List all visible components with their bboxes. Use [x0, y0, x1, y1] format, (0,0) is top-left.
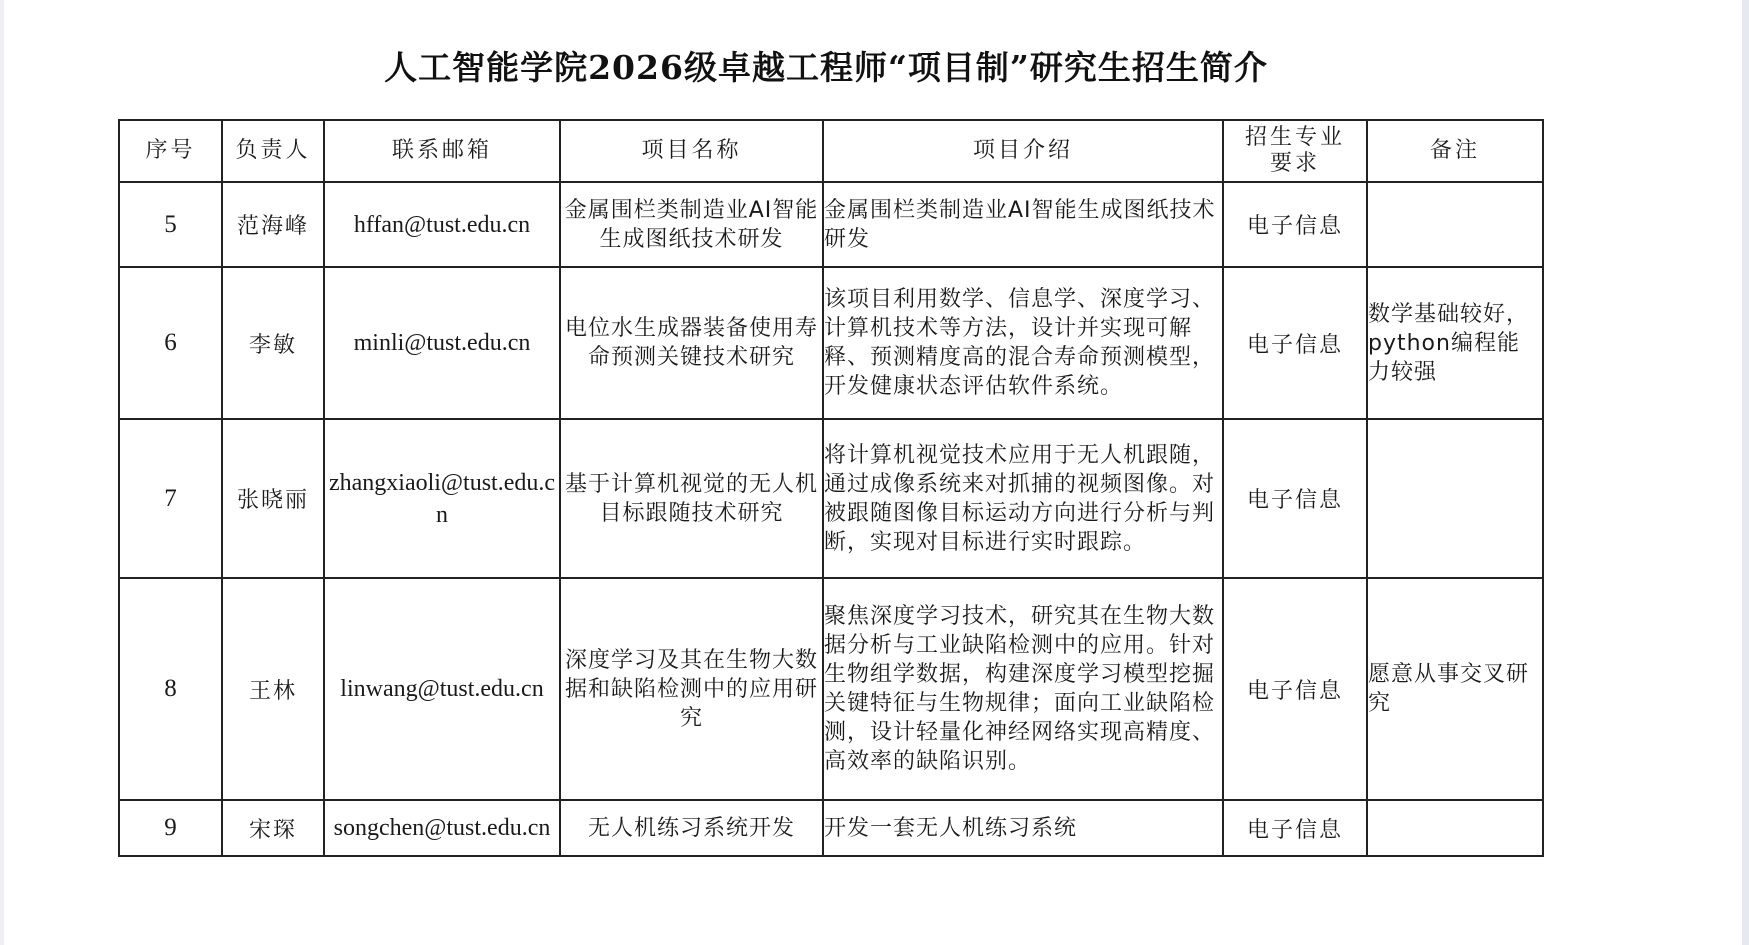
document-title: 人工智能学院2026级卓越工程师“项目制”研究生招生简介	[384, 48, 1268, 87]
cell-email: songchen@tust.edu.cn	[324, 800, 560, 856]
cell-major: 电子信息	[1223, 182, 1367, 267]
cell-index: 9	[119, 800, 222, 856]
cell-leader: 宋琛	[222, 800, 324, 856]
cell-project-name: 电位水生成器装备使用寿命预测关键技术研究	[560, 267, 823, 419]
header-email: 联系邮箱	[324, 120, 560, 182]
header-project-intro: 项目介绍	[823, 120, 1223, 182]
header-remarks: 备注	[1367, 120, 1543, 182]
header-leader: 负责人	[222, 120, 324, 182]
cell-remarks: 数学基础较好，python编程能力较强	[1367, 267, 1543, 419]
cell-index: 6	[119, 267, 222, 419]
header-major-line1: 招生专业	[1244, 125, 1345, 150]
page-left-edge	[0, 0, 4, 945]
page-right-edge	[1742, 0, 1749, 945]
cell-email: minli@tust.edu.cn	[324, 267, 560, 419]
cell-project-intro: 开发一套无人机练习系统	[823, 800, 1223, 856]
cell-leader: 李敏	[222, 267, 324, 419]
cell-project-name: 金属围栏类制造业AI智能生成图纸技术研发	[560, 182, 823, 267]
header-major-line2: 要求	[1269, 151, 1320, 176]
cell-email: linwang@tust.edu.cn	[324, 578, 560, 800]
table-header-row	[119, 120, 1543, 182]
cell-project-intro: 金属围栏类制造业AI智能生成图纸技术研发	[823, 182, 1223, 267]
cell-index: 8	[119, 578, 222, 800]
cell-index: 7	[119, 419, 222, 578]
project-table	[118, 119, 1544, 857]
cell-index: 5	[119, 182, 222, 267]
table-row	[119, 419, 1543, 578]
cell-project-intro: 该项目利用数学、信息学、深度学习、计算机技术等方法，设计并实现可解释、预测精度高的混合寿命预测模型，开发健康状态评估软件系统。	[823, 267, 1223, 419]
cell-project-intro: 将计算机视觉技术应用于无人机跟随，通过成像系统来对抓捕的视频图像。对被跟随图像目标运动方向进行分析与判断，实现对目标进行实时跟踪。	[823, 419, 1223, 578]
cell-project-name: 无人机练习系统开发	[560, 800, 823, 856]
cell-remarks	[1367, 419, 1543, 578]
table-row	[119, 800, 1543, 856]
cell-major: 电子信息	[1223, 578, 1367, 800]
cell-remarks: 愿意从事交叉研究	[1367, 578, 1543, 800]
cell-project-name: 基于计算机视觉的无人机目标跟随技术研究	[560, 419, 823, 578]
header-major	[1223, 120, 1367, 182]
cell-major: 电子信息	[1223, 419, 1367, 578]
cell-leader: 范海峰	[222, 182, 324, 267]
cell-leader: 王林	[222, 578, 324, 800]
cell-major: 电子信息	[1223, 267, 1367, 419]
table-row	[119, 267, 1543, 419]
cell-remarks	[1367, 800, 1543, 856]
cell-leader: 张晓丽	[222, 419, 324, 578]
cell-email: hffan@tust.edu.cn	[324, 182, 560, 267]
cell-email: zhangxiaoli@tust.edu.cn	[324, 419, 560, 578]
cell-project-name: 深度学习及其在生物大数据和缺陷检测中的应用研究	[560, 578, 823, 800]
cell-project-intro: 聚焦深度学习技术，研究其在生物大数据分析与工业缺陷检测中的应用。针对生物组学数据，构建深度学习模型挖掘关键特征与生物规律；面向工业缺陷检测，设计轻量化神经网络实现高精度、高效率的缺陷识别。	[823, 578, 1223, 800]
cell-remarks	[1367, 182, 1543, 267]
cell-major: 电子信息	[1223, 800, 1367, 856]
header-index: 序号	[119, 120, 222, 182]
table-row	[119, 182, 1543, 267]
header-project-name: 项目名称	[560, 120, 823, 182]
table-row	[119, 578, 1543, 800]
